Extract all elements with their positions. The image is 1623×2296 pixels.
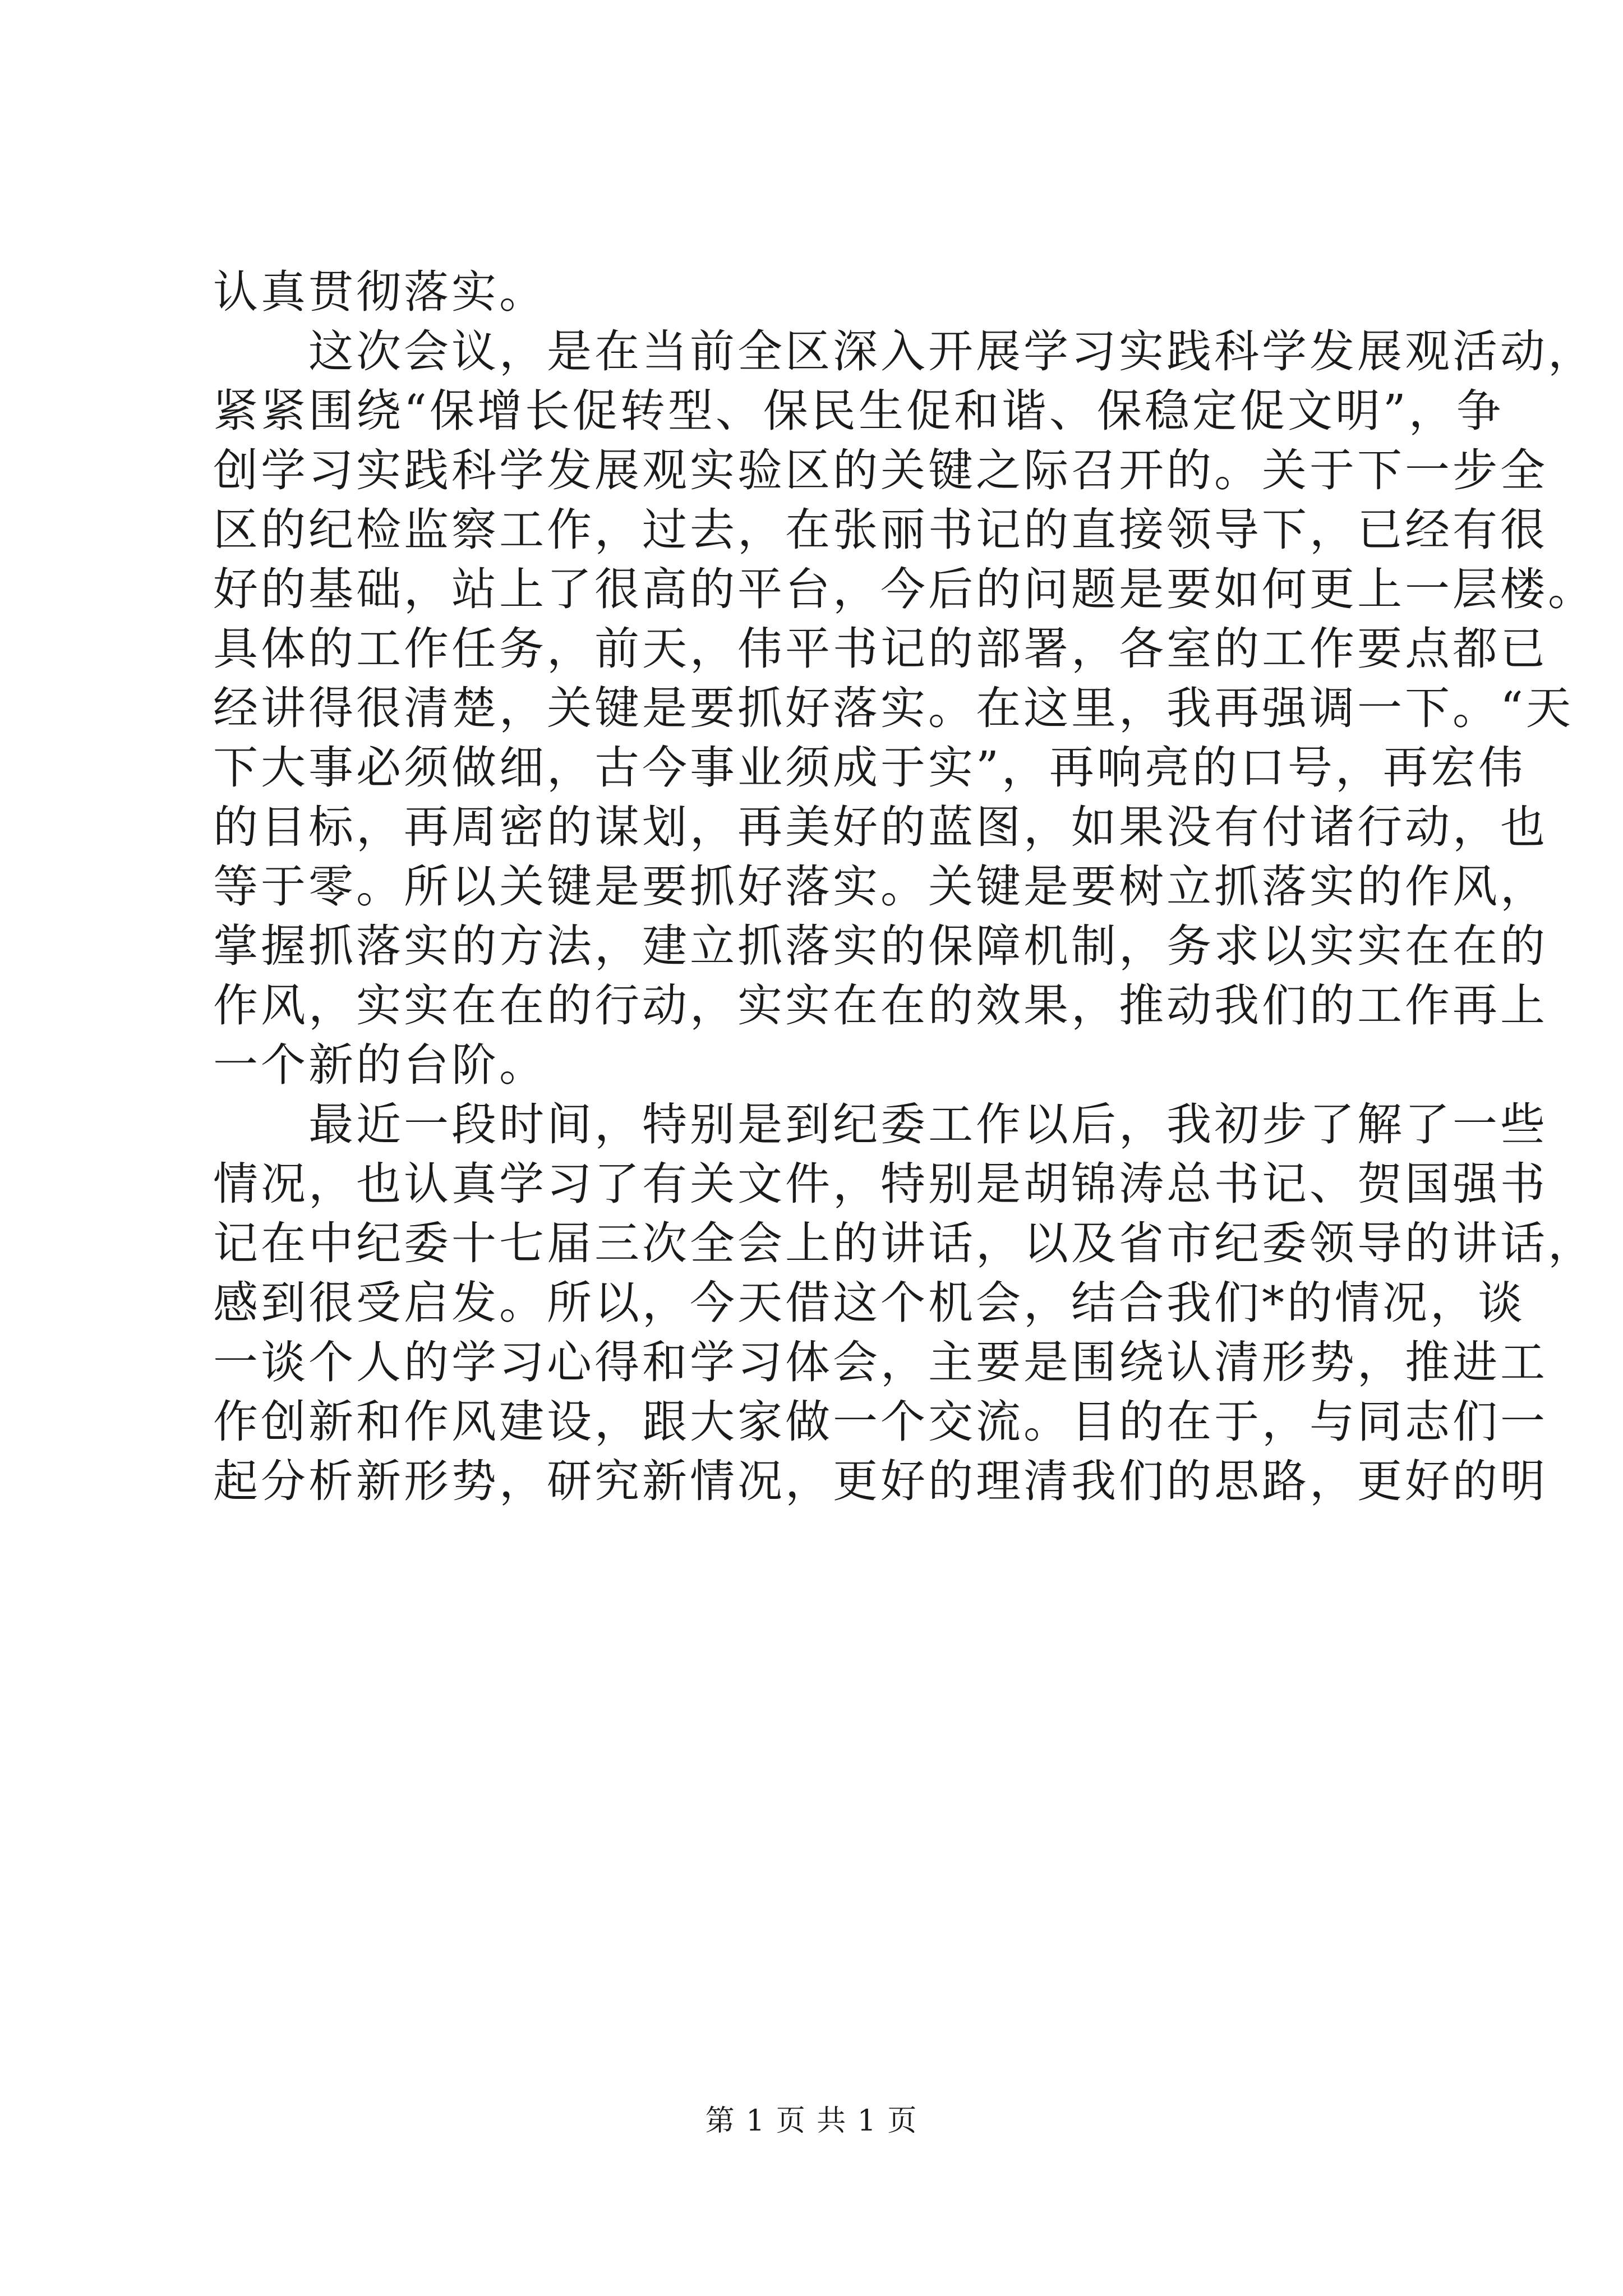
text-line-21: 起分析新形势，研究新情况，更好的理清我们的思路，更好的明: [213, 1455, 1548, 1507]
text-line-13: 作风，实实在在的行动，实实在在的效果，推动我们的工作再上: [213, 979, 1548, 1032]
text-line-16: 情况，也认真学习了有关文件，特别是胡锦涛总书记、贺国强书: [213, 1158, 1548, 1210]
text-line-14: 一个新的台阶。: [213, 1039, 547, 1091]
text-line-20: 作创新和作风建设，跟大家做一个交流。目的在于，与同志们一: [213, 1396, 1548, 1448]
text-line-5: 区的纪检监察工作，过去，在张丽书记的直接领导下，已经有很: [213, 504, 1548, 556]
text-line-10: 的目标，再周密的谋划，再美好的蓝图，如果没有付诸行动，也: [213, 801, 1548, 853]
text-line-19: 一谈个人的学习心得和学习体会，主要是围绕认清形势，推进工: [213, 1336, 1548, 1388]
text-line-3: 紧紧围绕“保增长促转型、保民生促和谐、保稳定促文明”，争: [213, 385, 1504, 437]
page-number-footer: 第 1 页 共 1 页: [705, 2104, 918, 2138]
text-line-1: 认真贯彻落实。: [213, 266, 547, 318]
text-line-8: 经讲得很清楚，关键是要抓好落实。在这里，我再强调一下。“天: [213, 682, 1574, 734]
text-line-7: 具体的工作任务，前天，伟平书记的部署，各室的工作要点都已: [213, 623, 1548, 675]
text-line-4: 创学习实践科学发展观实验区的关键之际召开的。关于下一步全: [213, 444, 1548, 496]
text-line-17: 记在中纪委十七届三次全会上的讲话，以及省市纪委领导的讲话，: [213, 1217, 1596, 1269]
text-line-6: 好的基础，站上了很高的平台，今后的问题是要如何更上一层楼。: [213, 563, 1596, 615]
document-body: [213, 263, 1596, 1511]
text-line-12: 掌握抓落实的方法，建立抓落实的保障机制，务求以实实在在的: [213, 920, 1548, 972]
text-line-18: 感到很受启发。所以，今天借这个机会，结合我们*的情况，谈: [213, 1277, 1525, 1329]
text-line-9: 下大事必须做细，古今事业须成于实”，再响亮的口号，再宏伟: [213, 742, 1526, 794]
text-line-11: 等于零。所以关键是要抓好落实。关键是要树立抓落实的作风，: [213, 861, 1548, 913]
text-line-2: 这次会议，是在当前全区深入开展学习实践科学发展观活动，: [213, 325, 1596, 378]
text-line-15: 最近一段时间，特别是到纪委工作以后，我初步了解了一些: [213, 1098, 1548, 1151]
